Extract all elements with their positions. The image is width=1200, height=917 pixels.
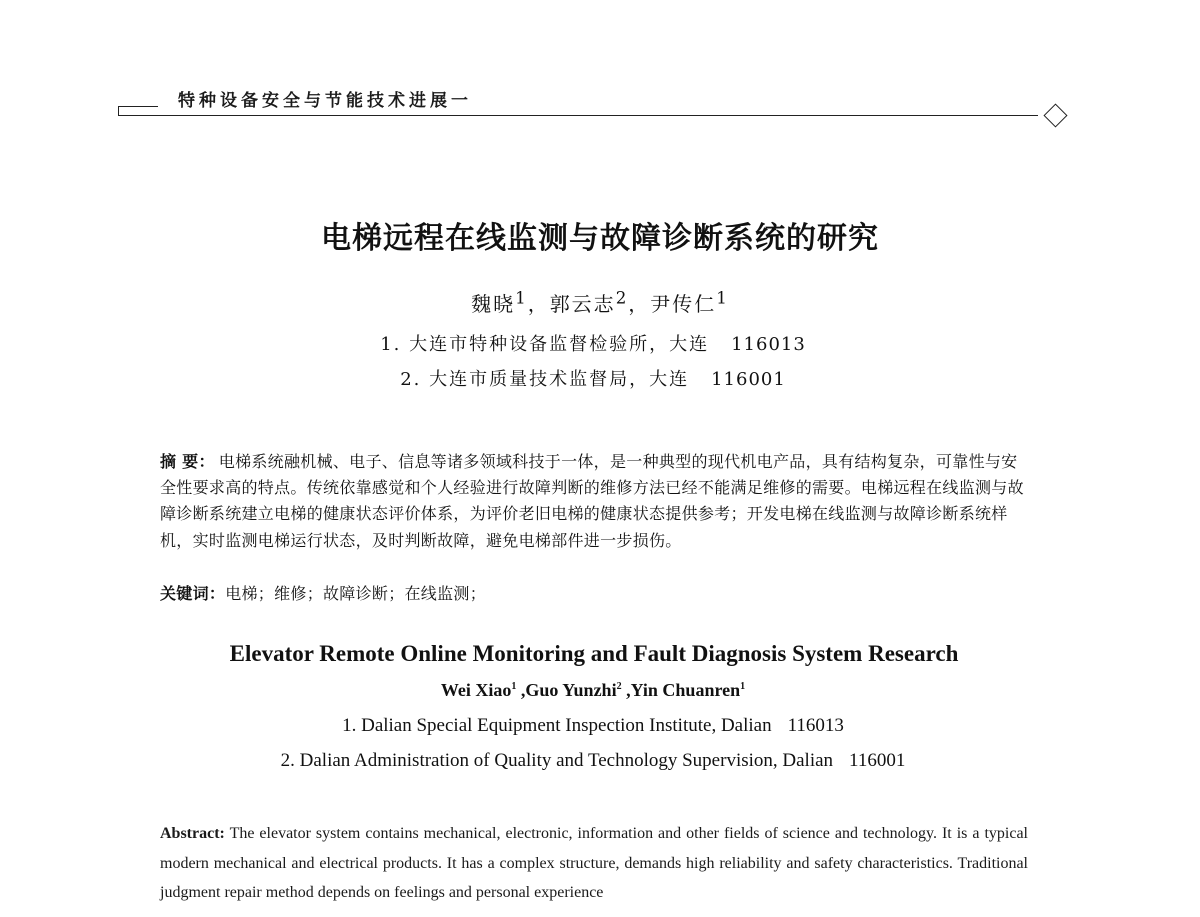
authors-en: Wei Xiao$^1$ ,Guo Yunzhi$^2$ ,Yin Chuanren$^1$ [440, 680, 746, 700]
abstract-cn [160, 449, 1030, 554]
keywords-label-cn: 关键词： [160, 584, 226, 603]
header-rule [118, 115, 1038, 116]
abstract-label-cn: 摘 要： [160, 452, 215, 471]
postal-code: 116001 [711, 369, 786, 390]
author-separator: ， [628, 292, 651, 316]
author-name: Yin Chuanren [630, 680, 741, 700]
abstract-label-en: Abstract: [160, 825, 225, 842]
affiliation-en [0, 750, 1186, 772]
affiliation-cn [0, 365, 1186, 391]
abstract-text-en: The elevator system contains mechanical, electronic, information and other fields of science and technology. It is a typical modern mechanical and electrical products. It has a complex structure, demands high reliability and safety characteristics. Traditional judgment repair method depends on feelings and personal experience [160, 825, 1028, 901]
abstract-en [160, 819, 1028, 908]
paper-title-cn: 电梯远程在线监测与故障诊断系统的研究 [321, 221, 879, 256]
postal-code: 116001 [849, 750, 906, 771]
author-affil-mark: 1 [515, 288, 528, 308]
running-header-title: 特种设备安全与节能技术进展一 [178, 91, 472, 111]
author-separator: ， [527, 292, 550, 316]
paper-title-en: Elevator Remote Online Monitoring and Fault Diagnosis System Research [229, 641, 959, 666]
keywords-text-cn: 电梯；维修；故障诊断；在线监测； [225, 584, 487, 603]
author-affil-mark: 2 [616, 681, 622, 692]
authors-cn [0, 288, 1200, 317]
affiliation-cn [0, 330, 1186, 356]
author-affil-mark: 1 [740, 681, 746, 692]
author-name: Guo Yunzhi [525, 680, 617, 700]
author-affil-mark: 1 [716, 288, 729, 308]
affiliation-text: 2. 大连市质量技术监督局，大连 [400, 369, 690, 390]
author-name: 尹传仁 [650, 292, 717, 316]
affiliation-text: 1. 大连市特种设备监督检验所，大连 [380, 334, 710, 355]
author-name: 魏晓 [471, 292, 516, 316]
abstract-text-cn: 电梯系统融机械、电子、信息等诸多领域科技于一体，是一种典型的现代机电产品，具有结构复杂，可靠性与安全性要求高的特点。传统依靠感觉和个人经验进行故障判断的维修方法已经不能满足维修的需要。电梯远程在线监测与故障诊断系统建立电梯的健康状态评价体系，为评价老旧电梯的健康状态提供参考；开发电梯在线监测与故障诊断系统样机，实时监测电梯运行状态，及时判断故障，避免电梯部件进一步损伤。 [160, 452, 1024, 550]
affiliation-text: 2. Dalian Administration of Quality and Technology Supervision, Dalian [280, 750, 834, 771]
author-name: 郭云志 [549, 292, 616, 316]
author-name: Wei Xiao [440, 680, 512, 700]
postal-code: 116013 [787, 715, 844, 736]
affiliation-en [0, 715, 1186, 737]
author-affil-mark: 2 [615, 288, 629, 308]
keywords-cn [160, 581, 1030, 604]
postal-code: 116013 [731, 334, 806, 355]
affiliation-text: 1. Dalian Special Equipment Inspection Institute, Dalian [342, 715, 772, 736]
author-affil-mark: 1 [511, 681, 517, 692]
diamond-ornament-icon [1043, 103, 1067, 127]
